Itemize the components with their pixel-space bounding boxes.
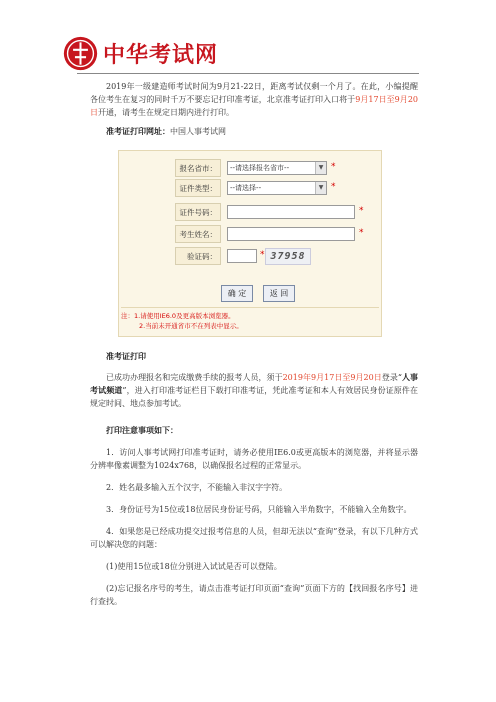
- note-item: (1)使用15位或18位分别进入试试是否可以登陆。: [106, 562, 282, 571]
- required-star: *: [331, 162, 336, 172]
- form-note-1: 注：1.请使用IE6.0及更高版本浏览器。: [121, 312, 235, 320]
- note-item: 4．如果您是已经成功提交过报考信息的人员，但却无法以“查询”登录，有以下几种方式可以解决您的问题：: [90, 527, 418, 549]
- section-notes-heading: 打印注意事项如下：: [106, 425, 178, 435]
- captcha-image[interactable]: 37958: [265, 248, 311, 265]
- section-print-date: 2019年9月17日至9月20日: [282, 373, 382, 382]
- intro-text-1: 2019年一级建造师考试时间为9月21-22日，距离考试仅剩一个月了。在此，小编提醒各位考生在复习的同时千万不要忘记打印准考证，北京准考证打印入口将于: [90, 82, 418, 104]
- site-line: [90, 125, 418, 138]
- section-print-text-3: ”，进入打印准考证栏目下载打印准考证，凭此准考证和本人有效居民身份证原件在规定时间、地点参加考试。: [90, 386, 418, 408]
- province-select[interactable]: [227, 161, 327, 175]
- intro-date: 9月17日至9月20日: [90, 95, 418, 117]
- back-button[interactable]: 返 回: [263, 285, 295, 302]
- id-number-input[interactable]: [227, 205, 355, 219]
- id-type-label: 证件类型：: [175, 179, 221, 197]
- intro-text-2: 开通，请考生在规定日期内进行打印。: [98, 108, 234, 117]
- id-type-select-value: --请选择--: [230, 184, 262, 192]
- intro-paragraph: [90, 80, 418, 119]
- id-type-select[interactable]: [227, 181, 327, 195]
- chevron-down-icon[interactable]: ▼: [315, 162, 326, 174]
- form-note-2: 2.当前未开通省市不在列表中显示。: [139, 322, 243, 330]
- section-print-heading: 准考证打印: [106, 351, 146, 361]
- captcha-label: 验证码：: [175, 247, 221, 265]
- form-notes: [121, 307, 379, 331]
- required-star: *: [359, 228, 364, 238]
- form-row-id-number: [175, 203, 380, 223]
- province-label: 报名省市：: [175, 159, 221, 177]
- required-star: *: [331, 182, 336, 192]
- section-print-text-2: 登录“: [381, 373, 402, 382]
- form-row-name: [175, 225, 380, 245]
- name-label: 考生姓名：: [175, 225, 221, 243]
- chevron-down-icon[interactable]: ▼: [315, 182, 326, 194]
- form-row-id-type: [175, 179, 380, 199]
- header-divider: [77, 73, 419, 74]
- form-row-province: [175, 159, 380, 179]
- logo-text: 中华考试网: [103, 42, 219, 68]
- section-print: [90, 350, 418, 410]
- section-print-text-1: 已成功办理报名和完成缴费手续的报考人员，须于: [106, 373, 283, 382]
- site-link[interactable]: 中国人事考试网: [170, 127, 226, 136]
- form-row-captcha: [175, 247, 380, 267]
- admission-ticket-form: [118, 150, 382, 337]
- note-item: (2)忘记报名序号的考生，请点击准考证打印页面“查询”页面下方的【找回报名序号】进行查找。: [90, 584, 418, 606]
- site-label: 准考证打印网址：: [106, 126, 170, 136]
- note-item: 1．访问人事考试网打印准考证时，请务必使用IE6.0或更高版本的浏览器，并将显示器分辨率像素调整为1024x768，以确保报名过程的正常显示。: [90, 448, 418, 470]
- required-star: *: [359, 206, 364, 216]
- personnel-exam-channel-link[interactable]: 人事考试频道: [90, 372, 419, 395]
- captcha-input[interactable]: [227, 249, 257, 263]
- section-notes: [90, 424, 418, 608]
- note-item: 3．身份证号为15位或18位居民身份证号码，只能输入半角数字，不能输入全角数字。: [106, 505, 412, 514]
- province-select-value: --请选择报名省市--: [230, 164, 290, 172]
- note-item: 2．姓名最多输入五个汉字，不能输入非汉字字符。: [106, 483, 288, 492]
- name-input[interactable]: [227, 227, 355, 241]
- logo-emblem-icon: [62, 35, 99, 72]
- id-number-label: 证件号码：: [175, 203, 221, 221]
- required-star: *: [260, 250, 265, 260]
- confirm-button[interactable]: 确 定: [221, 285, 253, 302]
- site-logo[interactable]: [62, 33, 218, 73]
